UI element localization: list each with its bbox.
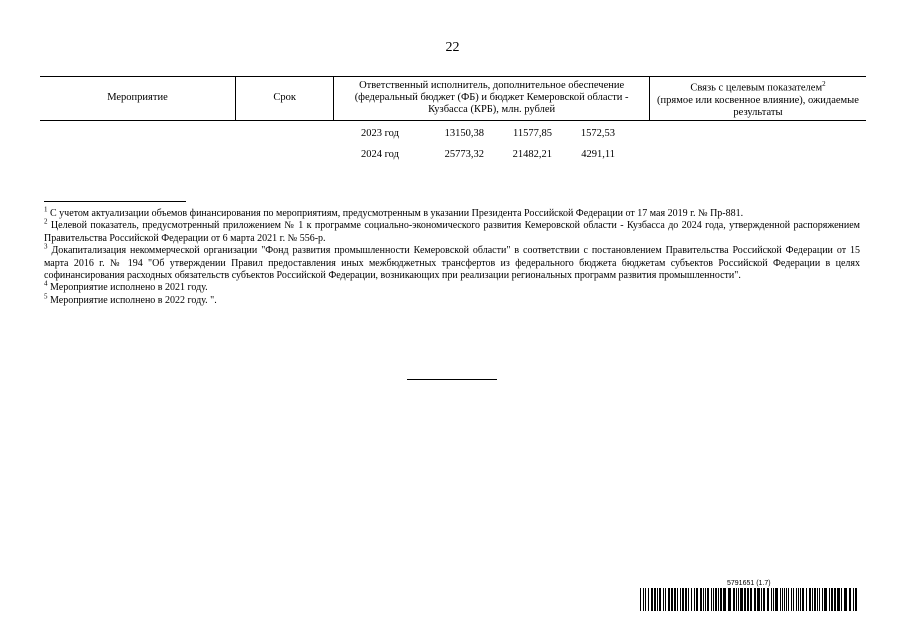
footnote-3 bbox=[44, 242, 861, 282]
footnote-text: С учетом актуализации объемов финансирования по мероприятиям, предусмотренным в указании Президента Российской Федерации от 17 мая 2019 г. № Пр-881. bbox=[50, 208, 744, 219]
header-target-link-subtitle: (прямое или косвенное влияние), ожидаемые результаты bbox=[657, 94, 859, 118]
footnote-marker: 1 bbox=[44, 205, 48, 214]
table-header-row bbox=[40, 77, 866, 121]
footnotes bbox=[44, 205, 861, 307]
footnote-marker: 2 bbox=[44, 218, 48, 227]
footnote-1 bbox=[44, 205, 860, 220]
header-executor-funding: Ответственный исполнитель, дополнительное обеспечение (федеральный бюджет (ФБ) и бюджет Кемеровской области - Кузбасса (КРБ), млн. рублей bbox=[334, 77, 650, 121]
row-krb: 1572,53 bbox=[580, 128, 615, 139]
footnote-4 bbox=[44, 282, 860, 294]
row-fb: 11577,85 bbox=[513, 128, 552, 139]
footnote-text: Мероприятие исполнено в 2021 году. bbox=[50, 282, 208, 294]
row-total: 13150,38 bbox=[444, 128, 484, 139]
header-deadline: Срок bbox=[235, 77, 333, 121]
header-measure: Мероприятие bbox=[40, 77, 235, 121]
barcode-number: 5791651 (1.7) bbox=[727, 580, 771, 587]
footnote-marker: 5 bbox=[44, 292, 48, 301]
footnote-5 bbox=[44, 292, 860, 307]
row-total: 25773,32 bbox=[444, 149, 484, 160]
footnote-separator bbox=[44, 201, 186, 202]
footnote-marker: 3 bbox=[44, 242, 48, 251]
header-target-link-title: Связь с целевым показателем bbox=[690, 82, 823, 94]
page-number: 22 bbox=[445, 40, 460, 55]
row-year: 2023 год bbox=[361, 128, 399, 139]
footnote-text: Целевой показатель, предусмотренный приложением № 1 к программе социально-экономического развития Кемеровской области - Кузбасса до 2024 года, утвержденной распоряжением Правительства Российской Федерации от 6 марта 2021 г. № 556-р. bbox=[44, 220, 861, 244]
end-of-document-line bbox=[407, 379, 497, 380]
row-fb: 21482,21 bbox=[512, 149, 552, 160]
footnote-2 bbox=[44, 220, 860, 245]
barcode-image bbox=[640, 588, 860, 611]
row-krb: 4291,11 bbox=[581, 149, 615, 160]
measures-table bbox=[40, 76, 866, 121]
row-year: 2024 год bbox=[361, 149, 399, 160]
footnote-marker: 4 bbox=[44, 280, 48, 289]
header-target-link-sup: 2 bbox=[822, 80, 826, 88]
header-target-link bbox=[649, 77, 866, 121]
footnote-text: Докапитализация некоммерческой организации "Фонд развития промышленности Кемеровской области" в соответствии с постановлением Правительства Российской Федерации от 15 марта 2016 г. № 194 "Об утверждении Правил предоставления иных межбюджетных трансфертов из федерального бюджета бюджетам субъектов Российской Федерации в целях софинансирования расходных обязательств субъектов Российской Федерации, возникающих при реализации региональных программ развития промышленности". bbox=[44, 245, 861, 282]
footnote-text: Мероприятие исполнено в 2022 году. ". bbox=[50, 294, 217, 306]
